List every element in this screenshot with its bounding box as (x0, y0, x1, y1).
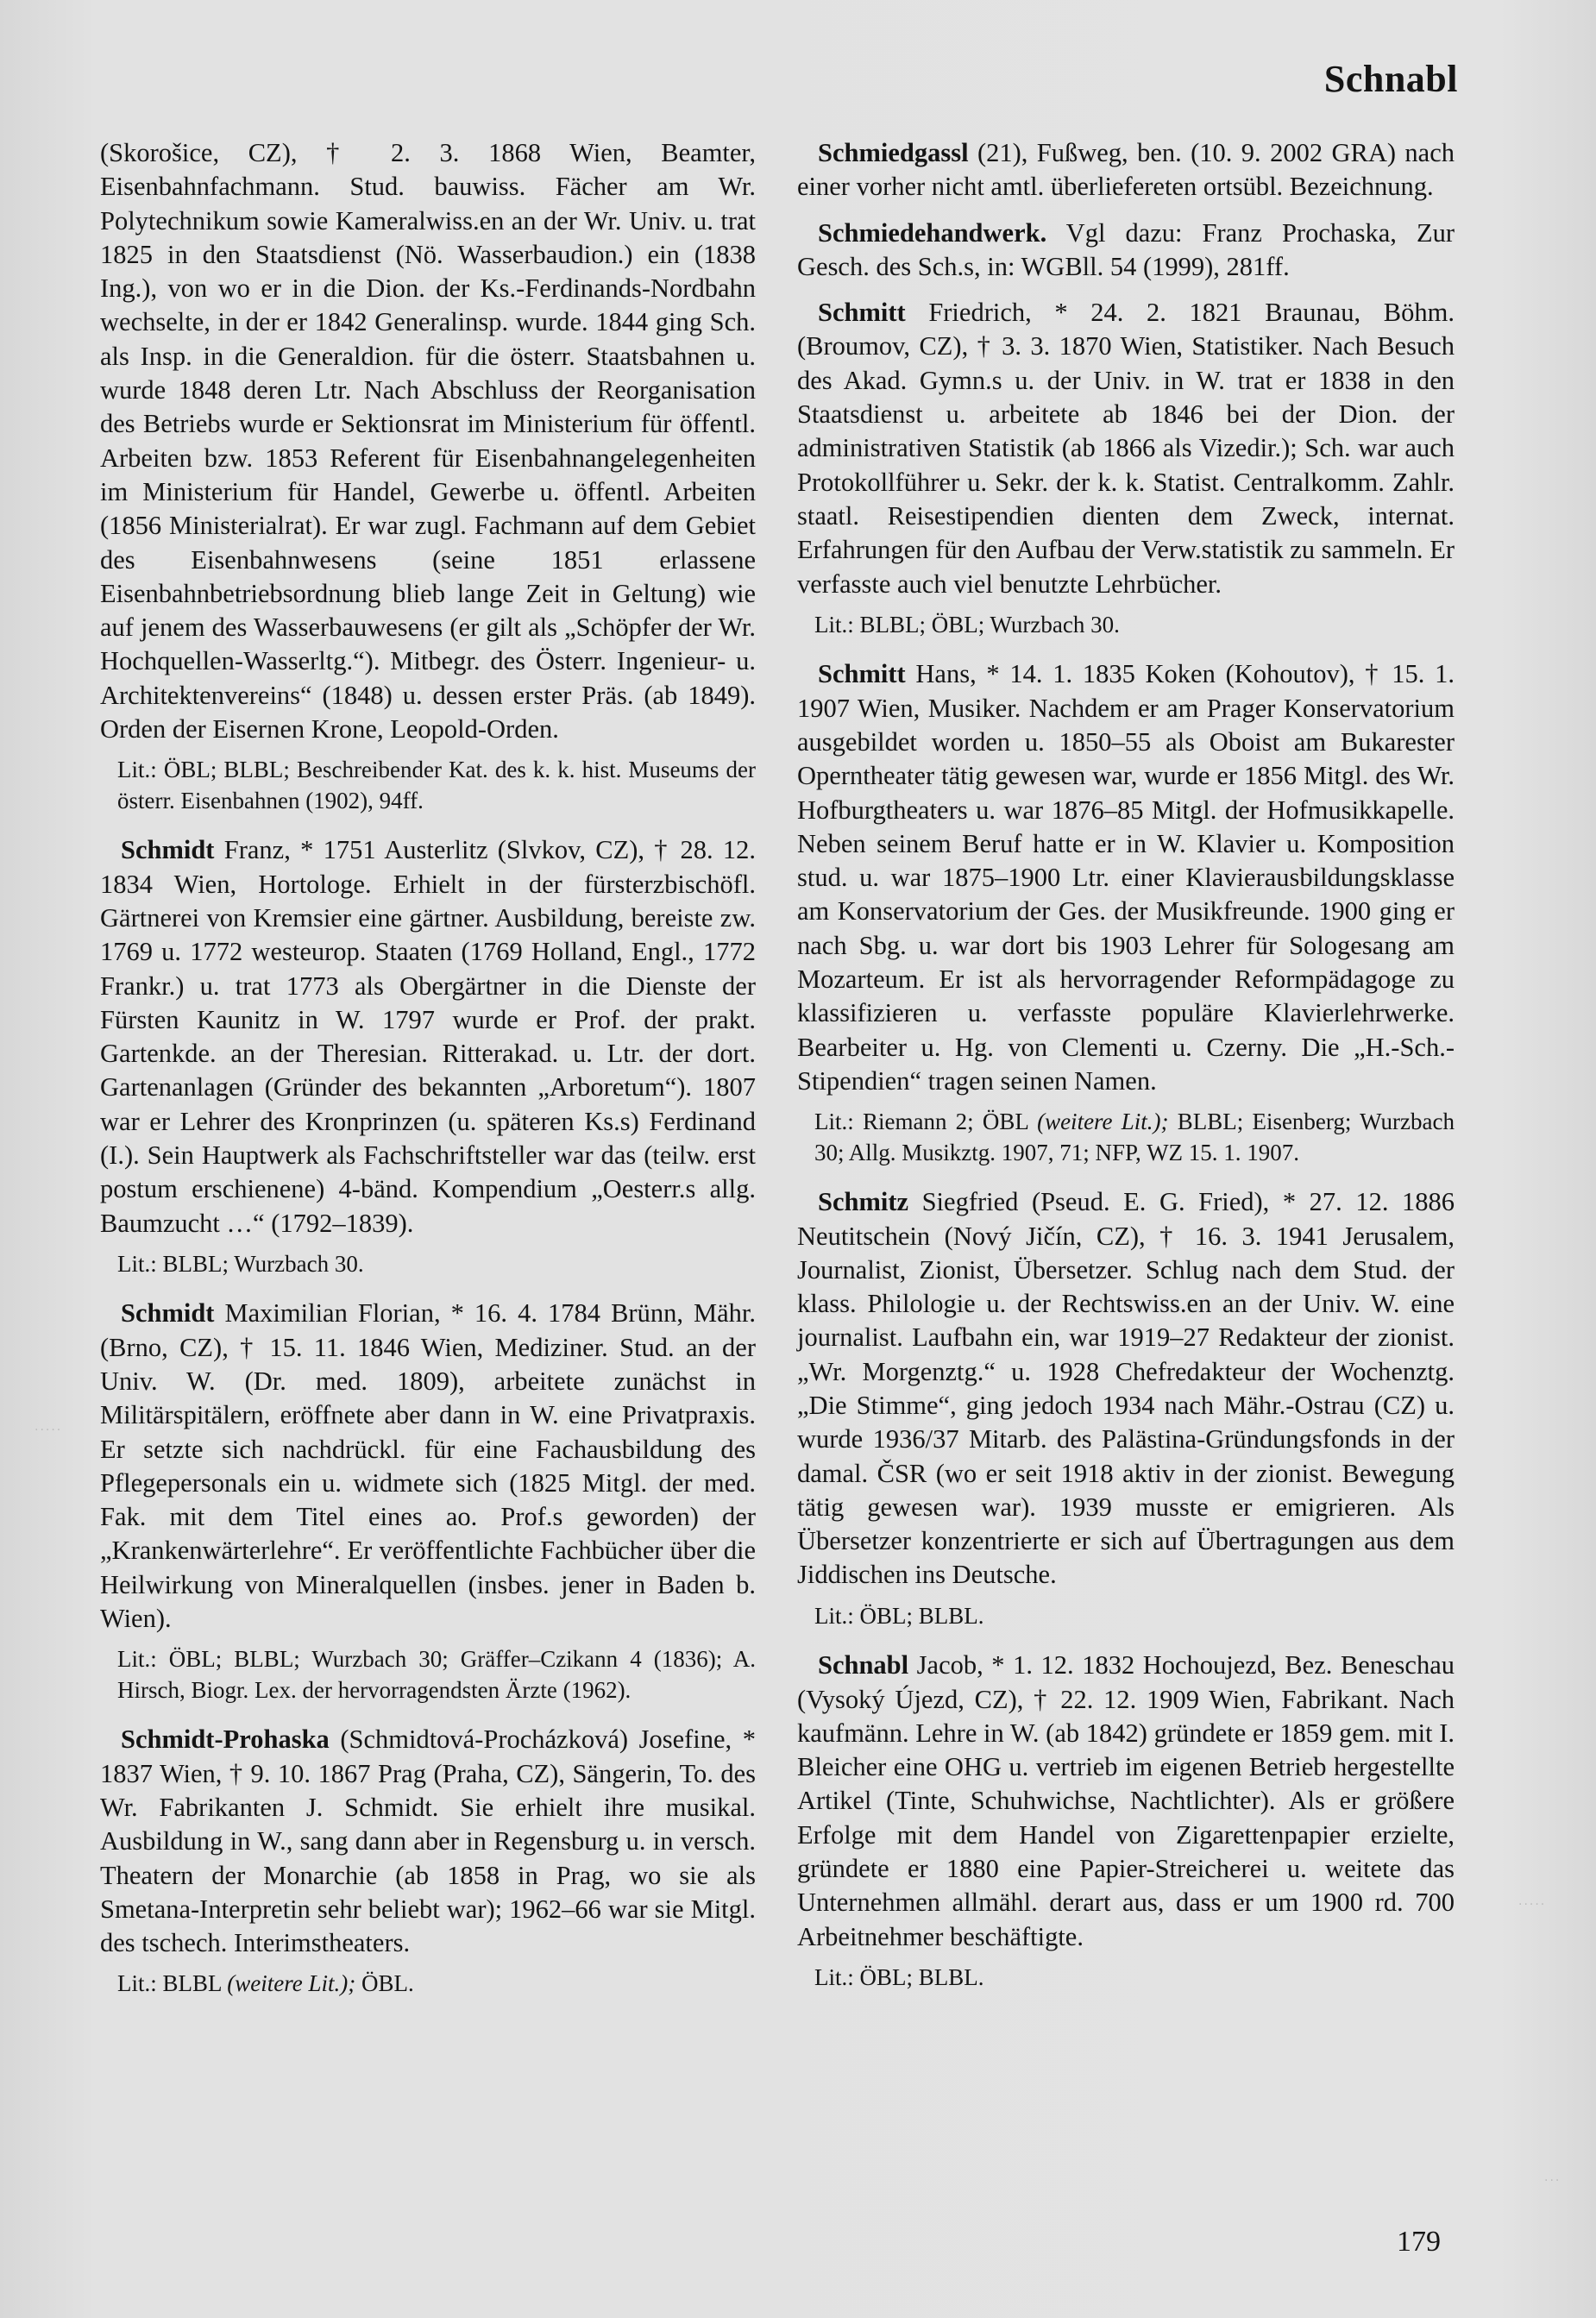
entry-headword: Schmidt-Prohaska (121, 1724, 330, 1755)
entry-text: Franz, * 1751 Austerlitz (Slvkov, CZ), † 28. 12. 1834 Wien, Hortologe. Erhielt in der fürsterzbischöfl. Gärtnerei von Kremsier eine gärtner. Ausbildung, bereiste zw. 1769 u. 1772 westeurop. Staaten (1769 Holland, Engl., 1772 Frankr.) u. trat 1773 als Obergärtner in die Dienste der Fürsten Kaunitz in W. 1797 wurde er Prof. der prakt. Gartenkde. an der Theresian. Ritterakad. u. Ltr. der dort. Gartenanlagen (Gründer des bekannten „Arboretum“). 1807 war er Lehrer des Kronprinzen (u. späteren Ks.s) Ferdinand (I.). Sein Hauptwerk als Fachschriftsteller war das (teilw. erst postum erschienene) 4-bänd. Kompendium „Oesterr.s allg. Baumzucht …“ (1792–1839). (100, 835, 756, 1238)
entry-headword: Schnabl (818, 1650, 909, 1680)
running-header: Schnabl (1323, 58, 1458, 100)
entry-headword: Schmitt (818, 298, 906, 328)
entry-text: (Skorošice, CZ), † 2. 3. 1868 Wien, Beamter, Eisenbahnfachmann. Stud. bauwiss. Fächer am Wr. Polytechnikum sowie Kameralwiss.en an der Wr. Univ. u. trat 1825 in den Staatsdienst (Nö. Wasserbaudion.) ein (1838 Ing.), von wo er in die Dion. der Ks.-Ferdinands-Nordbahn wechselte, in der er 1842 Generalinsp. wurde. 1844 ging Sch. als Insp. in die Generaldion. für die österr. Staatsbahnen u. wurde 1848 deren Ltr. Nach Abschluss der Reorganisation des Betriebs wurde er Sektionsrat im Ministerium für öffentl. Arbeiten bzw. 1853 Referent für Eisenbahnangelegenheiten im Ministerium für Handel, Gewerbe u. öffentl. Arbeiten (1856 Ministerialrat). Er war zugl. Fachmann auf dem Gebiet des Eisenbahnwesens (seine 1851 erlassene Eisenbahnbetriebsordnung blieb lange Zeit in Geltung) wie auf jenem des Wasserbauwesens (er gilt als „Schöpfer der Wr. Hochquellen-Wasserltg.“). Mitbegr. des Österr. Ingenieur- u. Architektenvereins“ (1848) u. dessen erster Präs. (ab 1849). Orden der Eisernen Krone, Leopold-Orden. (100, 138, 756, 744)
entry-text: Maximilian Florian, * 16. 4. 1784 Brünn, Mähr. (Brno, CZ), † 15. 11. 1846 Wien, Mediziner. Stud. an der Univ. W. (Dr. med. 1809), arbeitete zunächst in Militärspitälern, eröffnete aber dann in W. eine Privatpraxis. Er setzte sich nachdrückl. für eine Fachausbildung des Pflegepersonals ein u. widmete sich (1825 Mitgl. der med. Fak. mit dem Titel eines ao. Prof.s geworden) der „Krankenwärterlehre“. Er veröffentlichte Fachbücher über die Heilwirkung von Mineralquellen (insbes. jener in Baden b. Wien). (100, 1298, 756, 1634)
entry-schmitt-hans (797, 657, 1455, 1098)
entry-literature: Lit.: ÖBL; BLBL. (814, 1602, 984, 1629)
entry-schnabl-jacob (797, 1649, 1455, 1954)
entry-literature: Lit.: ÖBL; BLBL; Beschreibender Kat. des k. k. hist. Museums der österr. Eisenbahnen (1902), 94ff. (117, 757, 756, 813)
entry-headword: Schmidt (121, 1298, 215, 1329)
entry-text: Vgl dazu: Franz Prochaska, Zur Gesch. des Sch.s, in: WGBll. 54 (1999), 281ff. (797, 217, 1455, 281)
entry-literature: Lit.: BLBL (weitere Lit.); ÖBL. (117, 1970, 414, 1997)
entry-literature: Lit.: ÖBL; BLBL. (814, 1963, 984, 1990)
entry-literature: Lit.: BLBL; ÖBL; Wurzbach 30. (814, 611, 1120, 638)
entry-text: Hans, * 14. 1. 1835 Koken (Kohoutov), † 15. 1. 1907 Wien, Musiker. Nachdem er am Prager Konservatorium ausgebildet worden u. 1850–55 als Oboist am Bukarester Operntheater tätig gewesen war, wurde er 1856 Mitgl. des Wr. Hofburgtheaters u. war 1876–85 Mitgl. der Hofmusikkapelle. Neben seinem Beruf hatte er in W. Klavier u. Komposition stud. u. war 1875–1900 Ltr. einer Klavierausbildungsklasse am Konservatorium der Ges. der Musikfreunde. 1900 ging er nach Sbg. u. war dort bis 1903 Lehrer für Sologesang am Mozarteum. Er ist als hervorragender Reformpädagoge zu klassifizieren u. verfasste populäre Klavierlehrwerke. Bearbeiter u. Hg. von Clementi u. Czerny. Die „H.-Sch.-Stipendien“ tragen seinen Namen. (797, 659, 1455, 1096)
entry-schmidt-franz (100, 833, 756, 1241)
entry-schmidt-prohaska (100, 1723, 756, 1960)
scan-artifact: ····· (35, 1423, 63, 1437)
entry-literature: Lit.: ÖBL; BLBL; Wurzbach 30; Gräffer–Czikann 4 (1836); A. Hirsch, Biogr. Lex. der hervorragendsten Ärzte (1962). (117, 1646, 756, 1703)
entry-literature: Lit.: Riemann 2; ÖBL (weitere Lit.); BLBL; Eisenberg; Wurzbach 30; Allg. Musikztg. 1907, 71; NFP, WZ 15. 1. 1907. (814, 1109, 1455, 1165)
entry-text: Friedrich, * 24. 2. 1821 Braunau, Böhm. (Broumov, CZ), † 3. 3. 1870 Wien, Statistiker. Nach Besuch des Akad. Gymn.s u. der Univ. in W. trat er 1838 in den Staatsdienst u. arbeitete ab 1846 bei der Dion. der administrativen Statistik (ab 1866 als Vizedir.); Sch. war auch Protokollführer u. Sekr. der k. k. Statist. Centralkomm. Zahlr. staatl. Reisestipendien dienten dem Zweck, internat. Erfahrungen für den Aufbau der Verw.statistik zu sammeln. Er verfasste auch viel benutzte Lehrbücher. (797, 298, 1455, 599)
entry-headword: Schmitz (818, 1187, 909, 1217)
entry-headword: Schmidt (121, 835, 215, 865)
scan-artifact: ··· (1544, 2174, 1561, 2188)
entry-continuation (100, 136, 756, 746)
scan-artifact: ····· (1518, 1898, 1547, 1912)
right-column (797, 136, 1455, 2010)
entry-literature: Lit.: BLBL; Wurzbach 30. (117, 1250, 364, 1277)
entry-schmiedehandwerk (797, 217, 1455, 285)
left-column (100, 136, 756, 2017)
page-number: 179 (1397, 2226, 1441, 2258)
entry-headword: Schmiedgassl (818, 138, 969, 167)
entry-schmitz-siegfried (797, 1185, 1455, 1592)
entry-text: (Schmidtová-Procházková) Josefine, * 1837 Wien, † 9. 10. 1867 Prag (Praha, CZ), Sängerin, To. des Wr. Fabrikanten J. Schmidt. Sie erhielt ihre musikal. Ausbildung in W., sang dann aber in Regensburg u. in versch. Theatern der Monarchie (ab 1858 in Prag, wo sie als Smetana-Interpretin sehr beliebt war); 1962–66 war sie Mitgl. des tschech. Interimstheaters. (100, 1724, 756, 1958)
entry-schmitt-friedrich (797, 296, 1455, 601)
entry-schmiedgassl (797, 136, 1455, 204)
entry-schmidt-maximilian (100, 1297, 756, 1636)
entry-text: Siegfried (Pseud. E. G. Fried), * 27. 12. 1886 Neutitschein (Nový Jičín, CZ), † 16. 3. 1941 Jerusalem, Journalist, Zionist, Übersetzer. Schlug nach dem Stud. der klass. Philologie u. der Rechtswiss.en an der Univ. W. eine journalist. Laufbahn ein, war 1919–27 Redakteur der zionist. „Wr. Morgenztg.“ u. 1928 Chefredakteur der Wochenztg. „Die Stimme“, ging jedoch 1934 nach Mähr.-Ostrau (CZ) u. wurde 1936/37 Mitarb. des Palästina-Gründungsfonds in der damal. ČSR (wo er seit 1918 aktiv in der zionist. Bewegung tätig gewesen war). 1939 musste er emigrieren. Als Übersetzer konzentrierte er sich auf Übertragungen aus dem Jiddischen ins Deutsche. (797, 1187, 1455, 1590)
entry-text: Jacob, * 1. 12. 1832 Hochoujezd, Bez. Beneschau (Vysoký Újezd, CZ), † 22. 12. 1909 Wien, Fabrikant. Nach kaufmänn. Lehre in W. (ab 1842) gründete er 1859 gem. mit I. Bleicher eine OHG u. vertrieb im eigenen Betrieb hergestellte Artikel (Tinte, Schuhwichse, Nachtlichter). Als er größere Erfolge mit dem Handel von Zigarettenpapier erzielte, gründete er 1880 eine Papier-Streicherei u. weitete das Unternehmen allmähl. derart aus, dass er um 1900 rd. 700 Arbeitnehmer beschäftigte. (797, 1650, 1455, 1951)
entry-text: (21), Fußweg, ben. (10. 9. 2002 GRA) nach einer vorher nicht amtl. überliefereten ortsübl. Bezeichnung. (797, 138, 1455, 202)
entry-headword: Schmitt (818, 659, 906, 689)
entry-headword: Schmiedehandwerk. (818, 217, 1047, 248)
